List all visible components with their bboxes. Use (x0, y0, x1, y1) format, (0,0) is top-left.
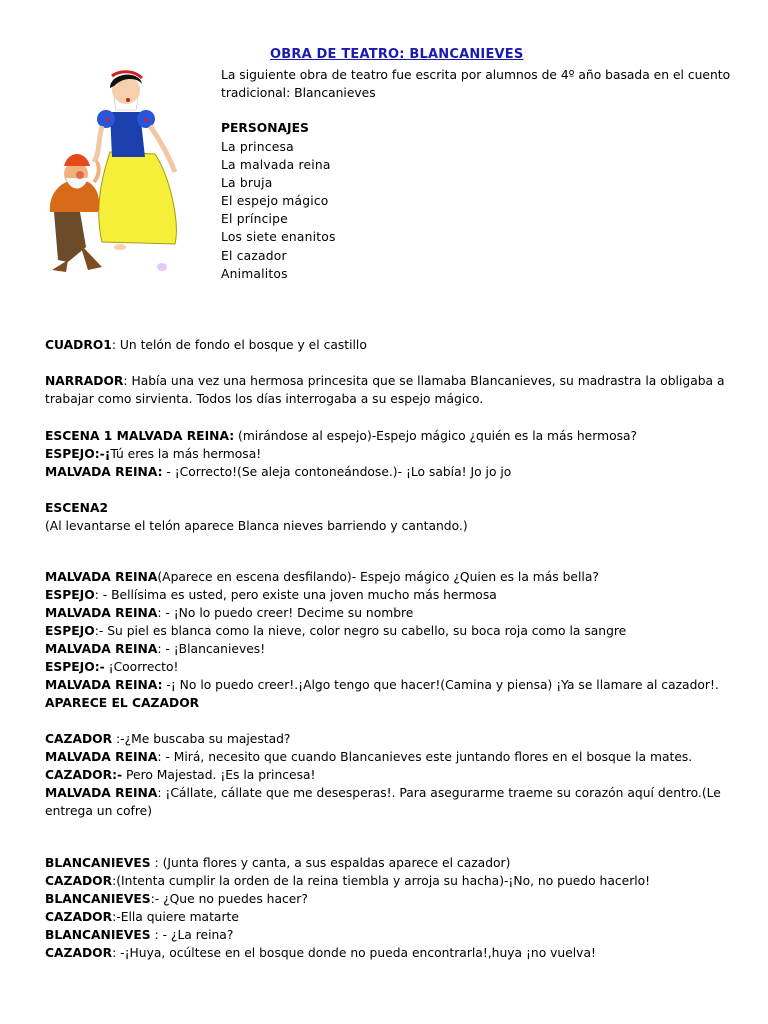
script-line-reina (45, 784, 725, 820)
script-line-espejo (45, 658, 735, 676)
speaker: BLANCANIEVES (45, 892, 151, 906)
speaker: ESPEJO (45, 588, 95, 602)
script-line-reina (45, 748, 735, 766)
script-line-cazador (45, 908, 735, 926)
dialogue: : - ¿La reina? (150, 928, 234, 942)
speaker: MALVADA REINA (45, 750, 158, 764)
script-line-cazador (45, 872, 735, 890)
dialogue: -¡ No lo puedo creer!.¡Algo tengo que hacer!(Camina y piensa) ¡Ya se llamare al cazador!. (162, 678, 719, 692)
dialogue: : (Junta flores y canta, a sus espaldas aparece el cazador) (150, 856, 511, 870)
script-line-cazador (45, 766, 735, 784)
personaje-item: La princesa (221, 140, 294, 154)
speaker: ESPEJO:-¡ (45, 447, 111, 461)
dialogue: Pero Majestad. ¡Es la princesa! (122, 768, 316, 782)
speaker: CAZADOR (45, 874, 113, 888)
personajes-heading: PERSONAJES (221, 121, 309, 135)
speaker: ESPEJO (45, 624, 95, 638)
personaje-item: Los siete enanitos (221, 230, 336, 245)
speaker: APARECE EL CAZADOR (45, 696, 200, 710)
personajes-list (221, 138, 336, 283)
script-line-espejo (45, 586, 735, 604)
speaker: ESCENA2 (45, 501, 109, 515)
script-line-reina (45, 568, 735, 586)
dialogue: : ¡Cállate, cállate que me desesperas!. Para asegurarme traeme su corazón aquí dentro.(Le entrega un cofre) (45, 786, 721, 818)
speaker: BLANCANIEVES (45, 856, 151, 870)
speaker: NARRADOR (45, 374, 124, 388)
script-line-reina (45, 676, 735, 694)
script-line-narrador (45, 372, 725, 408)
speaker: CAZADOR (45, 910, 113, 924)
script-line-reina (45, 463, 735, 481)
personaje-item: Animalitos (221, 266, 288, 281)
dialogue: :-Ella quiere matarte (112, 910, 239, 924)
dialogue: : -¡Huya, ocúltese en el bosque donde no pueda encontrarla!,huya ¡no vuelva! (112, 946, 596, 960)
dialogue: : Un telón de fondo el bosque y el castillo (111, 338, 367, 352)
dialogue: : - ¡No lo puedo creer! Decime su nombre (157, 606, 414, 620)
dialogue: :-¿Me buscaba su majestad? (112, 732, 291, 746)
speaker: CUADRO1 (45, 338, 112, 352)
dialogue: :- Su piel es blanca como la nieve, color negro su cabello, su boca roja como la sangre (94, 624, 627, 638)
speaker: MALVADA REINA: (45, 678, 163, 692)
script-line-escena2 (45, 499, 735, 517)
dialogue: : - ¡Blancanieves! (157, 642, 266, 656)
speaker: CAZADOR (45, 946, 113, 960)
script-line-stage-direction (45, 517, 735, 535)
document-title: OBRA DE TEATRO: BLANCANIEVES (270, 47, 524, 62)
dialogue: (mirándose al espejo)-Espejo mágico ¿quién es la más hermosa? (234, 429, 638, 443)
speaker: BLANCANIEVES (45, 928, 151, 942)
personaje-item: El cazador (221, 248, 287, 263)
dialogue: : - Mirá, necesito que cuando Blancanieves este juntando flores en el bosque la mates. (157, 750, 693, 764)
personaje-item: El príncipe (221, 212, 288, 227)
speaker: ESCENA 1 MALVADA REINA: (45, 429, 235, 443)
personaje-item: La malvada reina (221, 158, 331, 173)
intro-paragraph: La siguiente obra de teatro fue escrita por alumnos de 4º año basada en el cuento tradicional: Blancanieves (221, 68, 731, 100)
snow-white-and-dwarf-illustration (40, 62, 190, 280)
dialogue: ¡Coorrecto! (104, 660, 179, 674)
script-line-blancanieves (45, 890, 735, 908)
dialogue: :(Intenta cumplir la orden de la reina tiembla y arroja su hacha)-¡No, no puedo hacerlo! (112, 874, 651, 888)
speaker: CAZADOR (45, 732, 113, 746)
speaker: MALVADA REINA (45, 642, 158, 656)
personaje-item: El espejo mágico (221, 194, 329, 209)
script-line-blancanieves (45, 854, 735, 872)
dialogue: (Aparece en escena desfilando)- Espejo mágico ¿Quien es la más bella? (157, 570, 599, 584)
speaker: MALVADA REINA: (45, 465, 163, 479)
script-line-espejo (45, 445, 735, 463)
speaker: MALVADA REINA (45, 786, 158, 800)
dialogue: (Al levantarse el telón aparece Blanca nieves barriendo y cantando.) (45, 519, 468, 533)
speaker: MALVADA REINA (45, 606, 158, 620)
script-line-cazador (45, 730, 735, 748)
dialogue: - ¡Correcto!(Se aleja contoneándose.)- ¡Lo sabía! Jo jo jo (162, 465, 512, 479)
personaje-item: La bruja (221, 176, 273, 191)
script-line-escena1 (45, 427, 735, 445)
script-line-cazador (45, 944, 735, 962)
dialogue: : - Bellísima es usted, pero existe una joven mucho más hermosa (94, 588, 497, 602)
script-line-espejo (45, 622, 735, 640)
speaker: MALVADA REINA (45, 570, 158, 584)
speaker: CAZADOR:- (45, 768, 123, 782)
dialogue: :- ¿Que no puedes hacer? (150, 892, 308, 906)
script-line-cuadro1 (45, 336, 735, 354)
speaker: ESPEJO:- (45, 660, 105, 674)
dialogue: : Había una vez una hermosa princesita que se llamaba Blancanieves, su madrastra la obligaba a trabajar como sirvienta. Todos los días interrogaba a su espejo mágico. (45, 374, 725, 406)
dialogue: Tú eres la más hermosa! (110, 447, 262, 461)
script-line-aparece-cazador (45, 694, 735, 712)
script-line-reina (45, 604, 735, 622)
script-line-reina (45, 640, 735, 658)
script-line-blancanieves (45, 926, 735, 944)
